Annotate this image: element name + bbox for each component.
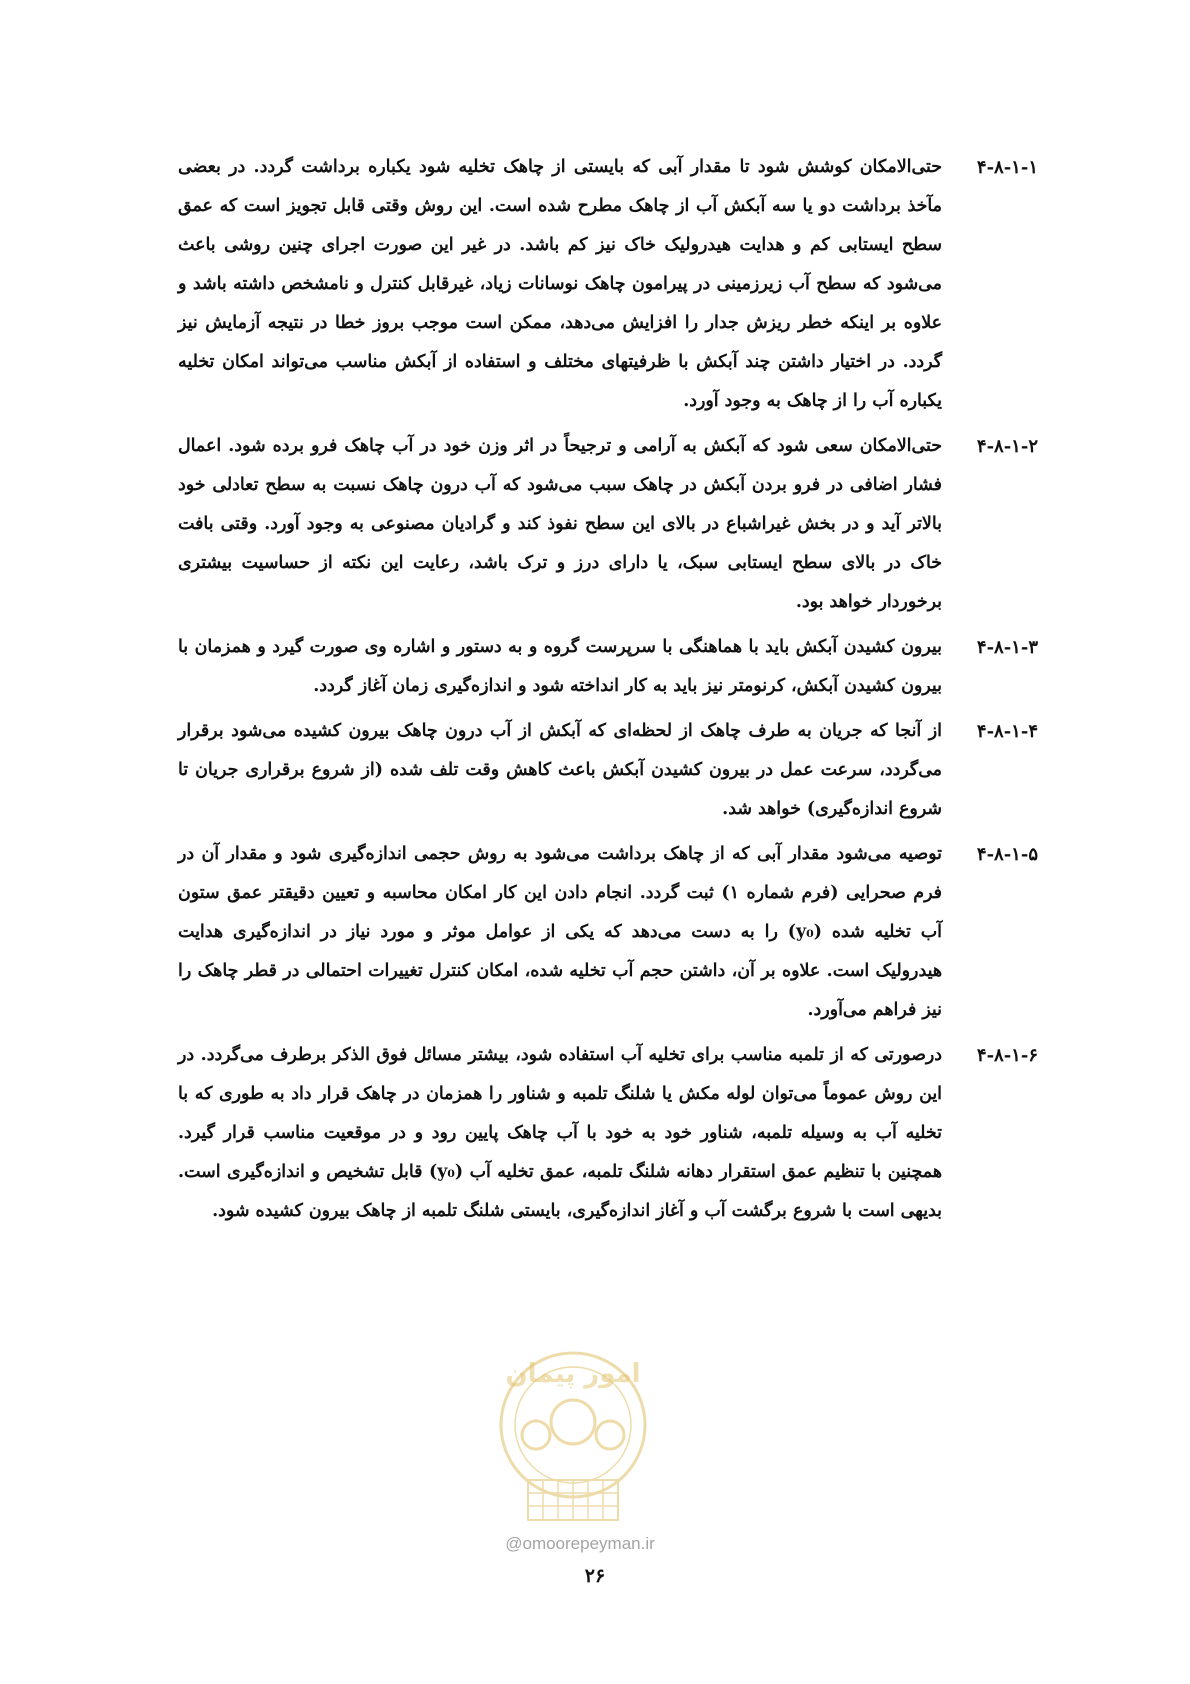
clause-text: از آنجا که جریان به طرف چاهک از لحظه‌ای که آبکش از آب درون چاهک بیرون کشیده می‌شود برقرار می‌گردد، سرعت عمل در بیرون کشیدن آبکش باعث کاهش وقت تلف شده (از شروع برقراری جریان تا شروع اندازه‌گیری) خواهد شد. <box>178 721 942 819</box>
clause-text: حتی‌الامکان سعی شود که آبکش به آرامی و ترجیحاً در اثر وزن خود در آب چاهک فرو برده شود. اعمال فشار اضافی در فرو بردن آبکش در چاهک سبب می‌شود که آب درون چاهک نسبت به سطح تعادلی خود بالاتر آید و در بخش غیراشباع در بالای این سطح نفوذ کند و گرادیان مصنوعی به وجود آورد. وقتی بافت خاک در بالای سطح ایستابی سبک، یا دارای درز و ترک باشد، رعایت این نکته از حساسیت بیشتری برخوردار خواهد بود. <box>178 436 942 612</box>
clause-4-8-1-1 <box>178 148 1038 421</box>
clause-number: ۴-۸-۱-۴ <box>976 721 1038 742</box>
watermark-logo-icon <box>488 1330 658 1535</box>
clause-4-8-1-3 <box>178 628 1038 706</box>
clause-number: ۴-۸-۱-۳ <box>976 637 1038 658</box>
clause-4-8-1-6 <box>178 1036 1038 1231</box>
clause-4-8-1-4 <box>178 712 1038 829</box>
watermark-logo-text: امور پیمان <box>505 1359 641 1389</box>
clause-number: ۴-۸-۱-۱ <box>976 157 1038 178</box>
clause-4-8-1-2 <box>178 427 1038 622</box>
clause-4-8-1-5 <box>178 835 1038 1030</box>
clause-text: حتی‌الامکان کوشش شود تا مقدار آبی که بایستی از چاهک تخلیه شود یکباره برداشت گردد. در بعضی مآخذ برداشت دو یا سه آبکش آب از چاهک مطرح شده است. این روش وقتی قابل تجویز است که عمق سطح ایستابی کم و هدایت هیدرولیک خاک نیز کم باشد. در غیر این صورت اجرای چنین روشی باعث می‌شود که سطح آب زیرزمینی در پیرامون چاهک نوسانات زیاد، غیرقابل کنترل و نامشخص داشته باشد و علاوه بر اینکه خطر ریزش جدار را افزایش می‌دهد، ممکن است موجب بروز خطا در نتیجه آزمایش نیز گردد. در اختیار داشتن چند آبکش با ظرفیتهای مختلف و استفاده از آبکش مناسب می‌تواند امکان تخلیه یکباره آب را از چاهک به وجود آورد. <box>178 157 942 411</box>
watermark-site <box>470 1534 690 1554</box>
clause-text: درصورتی که از تلمبه مناسب برای تخلیه آب استفاده شود، بیشتر مسائل فوق الذکر برطرف می‌گردد. در این روش عموماً می‌توان لوله مکش یا شلنگ تلمبه و شناور را همزمان در چاهک قرار داد به طوری که با تخلیه آب به وسیله تلمبه، شناور خود به خود با آب چاهک پایین رود و در موقعیت مناسب قرار گیرد. همچنین با تنظیم عمق استقرار دهانه شلنگ تلمبه، عمق تخلیه آب (y₀) قابل تشخیص و اندازه‌گیری است. بدیهی است با شروع برگشت آب و آغاز اندازه‌گیری، بایستی شلنگ تلمبه از چاهک بیرون کشیده شود. <box>178 1045 942 1221</box>
clause-text: بیرون کشیدن آبکش باید با هماهنگی با سرپرست گروه و به دستور و اشاره وی صورت گیرد و همزمان با بیرون کشیدن آبکش، کرنومتر نیز باید به کار انداخته شود و اندازه‌گیری زمان آغاز گردد. <box>178 637 942 696</box>
clause-number: ۴-۸-۱-۶ <box>976 1045 1038 1066</box>
at-icon: @ <box>505 1534 523 1553</box>
watermark-site-text: omoorepeyman.ir <box>522 1534 655 1553</box>
clause-number: ۴-۸-۱-۵ <box>976 844 1038 865</box>
clause-number: ۴-۸-۱-۲ <box>976 436 1038 457</box>
document-body <box>178 148 1038 1237</box>
clause-text: توصیه می‌شود مقدار آبی که از چاهک برداشت می‌شود به روش حجمی اندازه‌گیری شود و مقدار آن در فرم صحرایی (فرم شماره ۱) ثبت گردد. انجام دادن این کار امکان محاسبه و تعیین دقیقتر عمق ستون آب تخلیه شده (y₀) را به دست می‌دهد که یکی از عوامل موثر و مورد نیاز در اندازه‌گیری هدایت هیدرولیک است. علاوه بر آن، داشتن حجم آب تخلیه شده، امکان کنترل تغییرات احتمالی در قطر چاهک را نیز فراهم می‌آورد. <box>178 844 942 1020</box>
page-number: ۲۶ <box>584 1565 606 1587</box>
